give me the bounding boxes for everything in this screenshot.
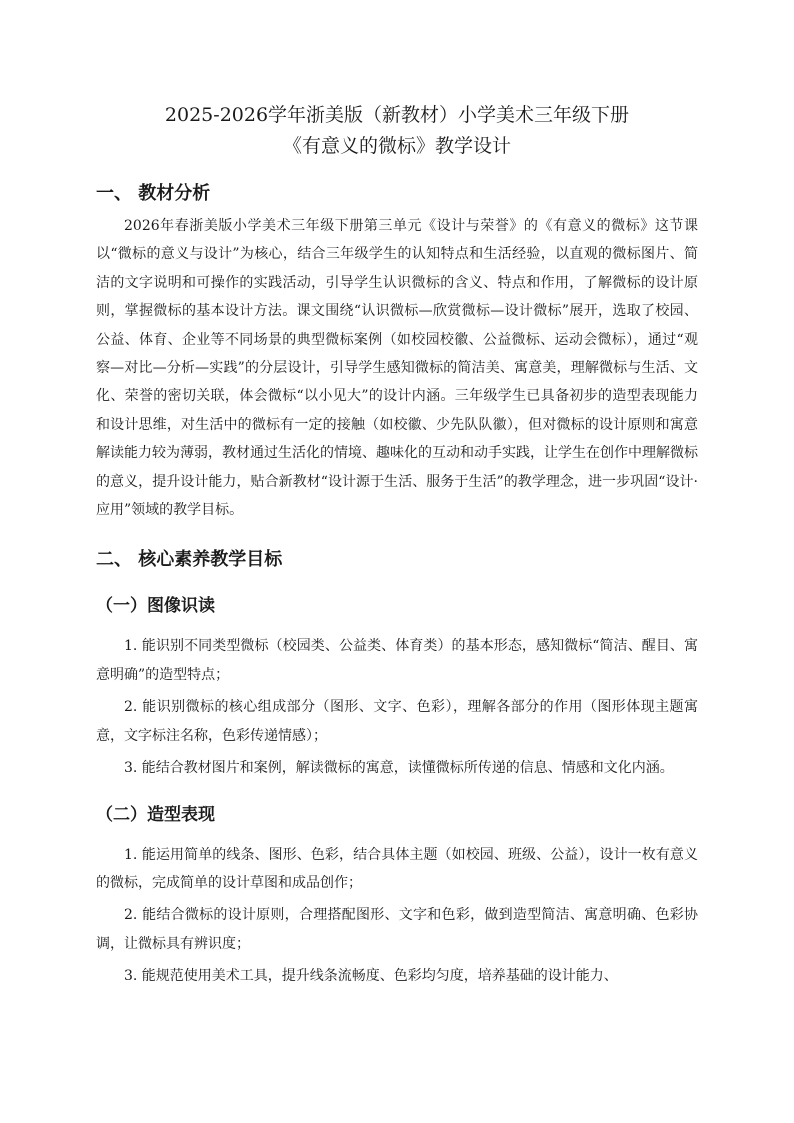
list-item: 1. 能识别不同类型微标（校园类、公益类、体育类）的基本形态，感知微标“简洁、醒目、寓意明确”的造型特点； <box>96 638 698 683</box>
section-heading-core-goals: 二、 核心素养教学目标 <box>96 549 283 571</box>
list-item: 2. 能结合微标的设计原则，合理搭配图形、文字和色彩，做到造型简洁、寓意明确、色彩协调，让微标具有辨识度； <box>96 907 698 952</box>
list-item: 3. 能结合教材图片和案例，解读微标的寓意，读懂微标所传递的信息、情感和文化内涵。 <box>124 760 674 777</box>
list-item: 2. 能识别微标的核心组成部分（图形、文字、色彩），理解各部分的作用（图形体现主题寓意，文字标注名称，色彩传递情感）； <box>96 699 698 744</box>
document-title-line-2: 《有意义的微标》教学设计 <box>282 135 511 157</box>
document-title-line-1: 2025-2026学年浙美版（新教材）小学美术三年级下册 <box>164 104 630 126</box>
list-item: 3. 能规范使用美术工具，提升线条流畅度、色彩均匀度，培养基础的设计能力、 <box>124 968 618 985</box>
subsection-heading-image-reading: （一）图像识读 <box>96 596 215 617</box>
subsection-heading-form-expression: （二）造型表现 <box>96 804 215 825</box>
list-item: 1. 能运用简单的线条、图形、色彩，结合具体主题（如校园、班级、公益），设计一枚有意义的微标，完成简单的设计草图和成品创作； <box>96 846 698 891</box>
section-heading-materials-analysis: 一、 教材分析 <box>96 183 211 204</box>
materials-analysis-paragraph: 2026年春浙美版小学美术三年级下册第三单元《设计与荣誉》的《有意义的微标》这节课以“微标的意义与设计”为核心，结合三年级学生的认知特点和生活经验，以直观的微标图片、简洁的文字说明和可操作的实践活动，引导学生认识微标的含义、特点和作用，了解微标的设计原则，掌握微标的基本设计方法。课文围绕“认识微标—欣赏微标—设计微标”展开，选取了校园、公益、体育、企业等不同场景的典型微标案例（如校园校徽、公益微标、运动会微标），通过“观察—对比—分析—实践”的分层设计，引导学生感知微标的简洁美、寓意美，理解微标与生活、文化、荣誉的密切关联，体会微标“以小见大”的设计内涵。三年级学生已具备初步的造型表现能力和设计思维，对生活中的微标有一定的接触（如校徽、少先队队徽），但对微标的设计原则和寓意解读能力较为薄弱，教材通过生活化的情境、趣味化的互动和动手实践，让学生在创作中理解微标的意义，提升设计能力，贴合新教材“设计源于生活、服务于生活”的教学理念，进一步巩固“设计·应用”领域的教学目标。 <box>96 218 698 519</box>
